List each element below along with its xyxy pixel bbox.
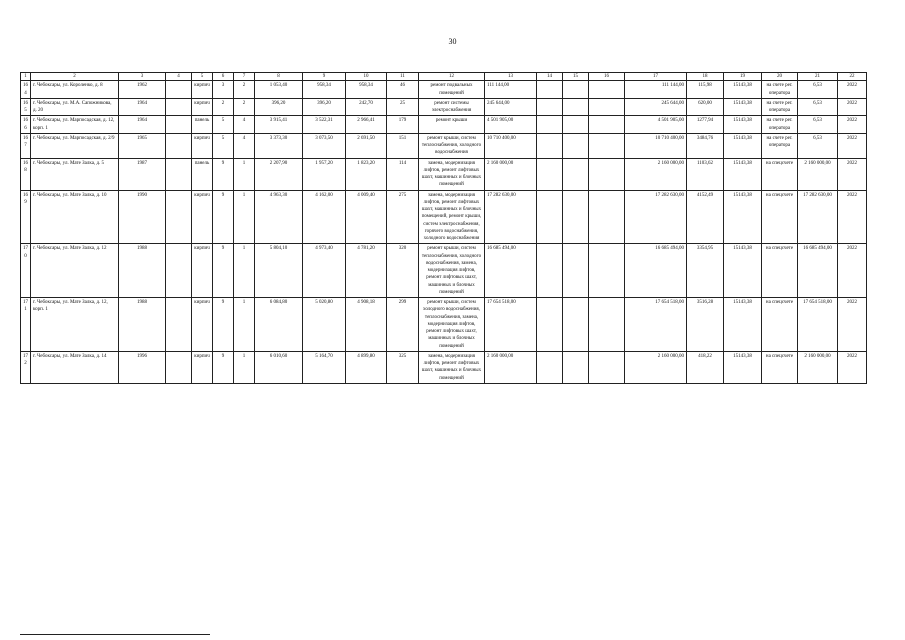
column-number-header: 15 xyxy=(563,73,589,81)
empty-cell xyxy=(563,81,589,99)
row-number: 170 xyxy=(21,244,31,298)
empty-cell xyxy=(537,190,563,244)
empty-cell xyxy=(166,298,192,352)
repair-cost-cell: 17 282 630,00 xyxy=(485,190,537,244)
specific-cost-cell: 1103,62 xyxy=(687,158,724,190)
entrances-cell: 1 xyxy=(234,298,255,352)
row-number: 166 xyxy=(21,116,31,134)
entrances-cell: 1 xyxy=(234,244,255,298)
empty-cell xyxy=(563,116,589,134)
column-number-header: 12 xyxy=(419,73,485,81)
total-cost-cell: 111 144,00 xyxy=(625,81,687,99)
column-number-header: 4 xyxy=(166,73,192,81)
empty-cell xyxy=(563,190,589,244)
total-cost-cell: 17 654 518,00 xyxy=(625,298,687,352)
row-number: 169 xyxy=(21,190,31,244)
funding-method-cell: на спецсчете xyxy=(762,190,798,244)
empty-cell xyxy=(166,351,192,383)
living-area-cell: 958,34 xyxy=(303,81,346,99)
funding-method-cell: на спецсчете xyxy=(762,298,798,352)
empty-cell xyxy=(166,116,192,134)
empty-cell xyxy=(563,133,589,158)
total-area-cell: 1 053,40 xyxy=(255,81,303,99)
address-cell: г. Чебоксары, ул. М.А. Сапожникова, д. 20 xyxy=(31,98,119,116)
year-built-cell: 1988 xyxy=(119,244,166,298)
page-number: 30 xyxy=(448,37,457,46)
year-built-cell: 1990 xyxy=(119,190,166,244)
residential-area-cell: 4 899,80 xyxy=(346,351,387,383)
residents-cell: 299 xyxy=(387,298,419,352)
column-number-header: 19 xyxy=(724,73,762,81)
wall-material-cell: панель xyxy=(192,116,213,134)
total-area-cell: 6 010,60 xyxy=(255,351,303,383)
empty-cell xyxy=(537,133,563,158)
empty-cell xyxy=(537,81,563,99)
wall-material-cell: кирпич xyxy=(192,351,213,383)
empty-cell xyxy=(563,351,589,383)
max-cost-cell: 15143,38 xyxy=(724,190,762,244)
repair-works-cell: ремонт крыши, систем теплоснабжения, холодного водоснабжения xyxy=(419,133,485,158)
empty-cell xyxy=(589,351,625,383)
year-built-cell: 1965 xyxy=(119,133,166,158)
empty-cell xyxy=(537,98,563,116)
table-body xyxy=(21,81,867,384)
empty-cell xyxy=(563,244,589,298)
floors-cell: 5 xyxy=(213,133,234,158)
funding-method-cell: на спецсчете xyxy=(762,158,798,190)
wall-material-cell: кирпич xyxy=(192,190,213,244)
column-number-header: 13 xyxy=(485,73,537,81)
residential-area-cell: 2 966,41 xyxy=(346,116,387,134)
total-cost-cell: 16 685 494,00 xyxy=(625,244,687,298)
table-row xyxy=(21,158,867,190)
column-number-header: 16 xyxy=(589,73,625,81)
empty-cell xyxy=(537,158,563,190)
year-built-cell: 1964 xyxy=(119,98,166,116)
address-cell: г. Чебоксары, ул. Мате Залка, д. 14 xyxy=(31,351,119,383)
total-cost-cell: 10 710 400,00 xyxy=(625,133,687,158)
residents-cell: 320 xyxy=(387,244,419,298)
max-cost-cell: 15143,38 xyxy=(724,116,762,134)
column-number-header: 6 xyxy=(213,73,234,81)
wall-material-cell: кирпич xyxy=(192,133,213,158)
living-area-cell: 5 020,80 xyxy=(303,298,346,352)
empty-cell xyxy=(537,351,563,383)
empty-cell xyxy=(166,98,192,116)
total-cost-cell: 2 160 000,00 xyxy=(625,158,687,190)
specific-cost-cell: 418,22 xyxy=(687,351,724,383)
residential-area-cell: 1 823,20 xyxy=(346,158,387,190)
funding-value-cell: 2 160 000,00 xyxy=(798,158,838,190)
empty-cell xyxy=(589,158,625,190)
specific-cost-cell: 1277,94 xyxy=(687,116,724,134)
address-cell: г. Чебоксары, ул. Мате Залка, д. 5 xyxy=(31,158,119,190)
specific-cost-cell: 3354,95 xyxy=(687,244,724,298)
funding-method-cell: на счете рег. оператора xyxy=(762,81,798,99)
floors-cell: 9 xyxy=(213,190,234,244)
repair-works-cell: ремонт крыши, систем холодного водоснабжения, теплоснабжения, замена, модернизация лифтов, ремонт лифтовых шахт, машинных и блочных помещений xyxy=(419,298,485,352)
total-cost-cell: 245 644,00 xyxy=(625,98,687,116)
table-row xyxy=(21,81,867,99)
funding-value-cell: 2 160 000,00 xyxy=(798,351,838,383)
repair-cost-cell: 4 501 905,00 xyxy=(485,116,537,134)
planned-year-cell: 2022 xyxy=(838,244,867,298)
empty-cell xyxy=(166,133,192,158)
repair-cost-cell: 2 160 000,00 xyxy=(485,158,537,190)
column-number-header: 20 xyxy=(762,73,798,81)
column-number-header: 17 xyxy=(625,73,687,81)
column-number-header: 14 xyxy=(537,73,563,81)
total-area-cell: 396,20 xyxy=(255,98,303,116)
empty-cell xyxy=(537,116,563,134)
planned-year-cell: 2022 xyxy=(838,298,867,352)
residential-area-cell: 4 908,18 xyxy=(346,298,387,352)
max-cost-cell: 15143,38 xyxy=(724,133,762,158)
funding-method-cell: на счете рег. оператора xyxy=(762,133,798,158)
year-built-cell: 1988 xyxy=(119,298,166,352)
empty-cell xyxy=(537,298,563,352)
living-area-cell: 3 073,50 xyxy=(303,133,346,158)
table-row xyxy=(21,244,867,298)
total-area-cell: 4 963,30 xyxy=(255,190,303,244)
column-number-header: 3 xyxy=(119,73,166,81)
repair-works-cell: ремонт крыши, систем теплоснабжения, холодного водоснабжения, замена, модернизация лифтов, ремонт лифтовых шахт, машинных и блочных помещений xyxy=(419,244,485,298)
max-cost-cell: 15143,38 xyxy=(724,98,762,116)
funding-method-cell: на спецсчете xyxy=(762,244,798,298)
planned-year-cell: 2022 xyxy=(838,190,867,244)
repair-program-table xyxy=(20,72,867,384)
column-number-header: 8 xyxy=(255,73,303,81)
residential-area-cell: 2 691,50 xyxy=(346,133,387,158)
row-number: 164 xyxy=(21,81,31,99)
specific-cost-cell: 4152,49 xyxy=(687,190,724,244)
column-number-header: 10 xyxy=(346,73,387,81)
repair-works-cell: замена, модернизация лифтов, ремонт лифтовых шахт, машинных и блочных помещений, ремонт крыши, систем электроснабжения, горячего водоснабжения, холодного водоснабжения xyxy=(419,190,485,244)
column-number-header: 18 xyxy=(687,73,724,81)
repair-works-cell: ремонт крыши xyxy=(419,116,485,134)
address-cell: г. Чебоксары, ул. Короленко, д. 8 xyxy=(31,81,119,99)
planned-year-cell: 2022 xyxy=(838,116,867,134)
funding-value-cell: 17 282 630,00 xyxy=(798,190,838,244)
row-number: 168 xyxy=(21,158,31,190)
floors-cell: 9 xyxy=(213,298,234,352)
floors-cell: 9 xyxy=(213,351,234,383)
living-area-cell: 396,20 xyxy=(303,98,346,116)
entrances-cell: 2 xyxy=(234,98,255,116)
floors-cell: 2 xyxy=(213,98,234,116)
residents-cell: 114 xyxy=(387,158,419,190)
floors-cell: 9 xyxy=(213,244,234,298)
column-number-header: 11 xyxy=(387,73,419,81)
empty-cell xyxy=(166,244,192,298)
wall-material-cell: кирпич xyxy=(192,98,213,116)
max-cost-cell: 15143,38 xyxy=(724,81,762,99)
wall-material-cell: панель xyxy=(192,158,213,190)
funding-value-cell: 6,53 xyxy=(798,116,838,134)
residents-cell: 325 xyxy=(387,351,419,383)
living-area-cell: 4 162,00 xyxy=(303,190,346,244)
living-area-cell: 5 164,70 xyxy=(303,351,346,383)
residential-area-cell: 242,70 xyxy=(346,98,387,116)
specific-cost-cell: 620,00 xyxy=(687,98,724,116)
planned-year-cell: 2022 xyxy=(838,133,867,158)
empty-cell xyxy=(589,133,625,158)
address-cell: г. Чебоксары, ул. Мате Залка, д. 12 xyxy=(31,244,119,298)
empty-cell xyxy=(563,158,589,190)
repair-works-cell: замена, модернизация лифтов, ремонт лифтовых шахт, машинных и блочных помещений xyxy=(419,158,485,190)
living-area-cell: 4 973,40 xyxy=(303,244,346,298)
total-area-cell: 6 084,80 xyxy=(255,298,303,352)
total-area-cell: 3 373,30 xyxy=(255,133,303,158)
entrances-cell: 1 xyxy=(234,158,255,190)
floors-cell: 3 xyxy=(213,81,234,99)
column-number-row xyxy=(21,73,867,81)
funding-method-cell: на спецсчете xyxy=(762,351,798,383)
wall-material-cell: кирпич xyxy=(192,81,213,99)
row-number: 165 xyxy=(21,98,31,116)
planned-year-cell: 2022 xyxy=(838,81,867,99)
table-row xyxy=(21,190,867,244)
funding-value-cell: 6,53 xyxy=(798,133,838,158)
residents-cell: 151 xyxy=(387,133,419,158)
address-cell: г. Чебоксары, ул. Мате Залка, д. 10 xyxy=(31,190,119,244)
empty-cell xyxy=(563,98,589,116)
year-built-cell: 1996 xyxy=(119,351,166,383)
empty-cell xyxy=(563,298,589,352)
year-built-cell: 1987 xyxy=(119,158,166,190)
empty-cell xyxy=(589,116,625,134)
footer-divider xyxy=(20,634,210,635)
max-cost-cell: 15143,38 xyxy=(724,158,762,190)
funding-method-cell: на счете рег. оператора xyxy=(762,116,798,134)
residents-cell: 275 xyxy=(387,190,419,244)
funding-method-cell: на счете рег. оператора xyxy=(762,98,798,116)
repair-cost-cell: 16 685 494,00 xyxy=(485,244,537,298)
entrances-cell: 4 xyxy=(234,133,255,158)
planned-year-cell: 2022 xyxy=(838,158,867,190)
repair-cost-cell: 245 644,00 xyxy=(485,98,537,116)
address-cell: г. Чебоксары, ул. Марпосадская, д. 2/9 xyxy=(31,133,119,158)
residents-cell: 179 xyxy=(387,116,419,134)
residents-cell: 25 xyxy=(387,98,419,116)
table-row xyxy=(21,133,867,158)
column-number-header: 21 xyxy=(798,73,838,81)
empty-cell xyxy=(589,298,625,352)
column-number-header: 5 xyxy=(192,73,213,81)
empty-cell xyxy=(589,81,625,99)
entrances-cell: 1 xyxy=(234,351,255,383)
wall-material-cell: кирпич xyxy=(192,298,213,352)
max-cost-cell: 15143,38 xyxy=(724,351,762,383)
max-cost-cell: 15143,38 xyxy=(724,298,762,352)
total-area-cell: 2 207,90 xyxy=(255,158,303,190)
living-area-cell: 3 522,31 xyxy=(303,116,346,134)
column-number-header: 7 xyxy=(234,73,255,81)
table-row xyxy=(21,351,867,383)
floors-cell: 5 xyxy=(213,116,234,134)
empty-cell xyxy=(537,244,563,298)
column-number-header: 9 xyxy=(303,73,346,81)
residential-area-cell: 4 781,20 xyxy=(346,244,387,298)
table-row xyxy=(21,116,867,134)
entrances-cell: 2 xyxy=(234,81,255,99)
repair-cost-cell: 2 160 000,00 xyxy=(485,351,537,383)
repair-works-cell: замена, модернизация лифтов, ремонт лифтовых шахт, машинных и блочных помещений xyxy=(419,351,485,383)
row-number: 172 xyxy=(21,351,31,383)
repair-works-cell: ремонт системы электроснабжения xyxy=(419,98,485,116)
entrances-cell: 1 xyxy=(234,190,255,244)
floors-cell: 9 xyxy=(213,158,234,190)
residential-area-cell: 4 009,40 xyxy=(346,190,387,244)
specific-cost-cell: 3516,28 xyxy=(687,298,724,352)
empty-cell xyxy=(166,158,192,190)
planned-year-cell: 2022 xyxy=(838,351,867,383)
planned-year-cell: 2022 xyxy=(838,98,867,116)
empty-cell xyxy=(589,244,625,298)
funding-value-cell: 16 685 494,00 xyxy=(798,244,838,298)
year-built-cell: 1964 xyxy=(119,116,166,134)
total-area-cell: 3 915,41 xyxy=(255,116,303,134)
column-number-header: 1 xyxy=(21,73,31,81)
total-cost-cell: 4 501 905,00 xyxy=(625,116,687,134)
funding-value-cell: 6,53 xyxy=(798,98,838,116)
total-area-cell: 5 804,10 xyxy=(255,244,303,298)
column-number-header: 2 xyxy=(31,73,119,81)
total-cost-cell: 2 160 000,00 xyxy=(625,351,687,383)
entrances-cell: 4 xyxy=(234,116,255,134)
address-cell: г. Чебоксары, ул. Марпосадская, д. 12, корп. 1 xyxy=(31,116,119,134)
living-area-cell: 1 957,20 xyxy=(303,158,346,190)
table-row xyxy=(21,298,867,352)
residential-area-cell: 958,34 xyxy=(346,81,387,99)
empty-cell xyxy=(166,81,192,99)
max-cost-cell: 15143,38 xyxy=(724,244,762,298)
repair-works-cell: ремонт подвальных помещений xyxy=(419,81,485,99)
row-number: 167 xyxy=(21,133,31,158)
address-cell: г. Чебоксары, ул. Мате Залка, д. 12, корп. 1 xyxy=(31,298,119,352)
table-row xyxy=(21,98,867,116)
repair-cost-cell: 111 144,00 xyxy=(485,81,537,99)
repair-cost-cell: 17 654 518,00 xyxy=(485,298,537,352)
year-built-cell: 1962 xyxy=(119,81,166,99)
specific-cost-cell: 115,98 xyxy=(687,81,724,99)
row-number: 171 xyxy=(21,298,31,352)
funding-value-cell: 6,53 xyxy=(798,81,838,99)
total-cost-cell: 17 282 630,00 xyxy=(625,190,687,244)
funding-value-cell: 17 654 518,00 xyxy=(798,298,838,352)
residents-cell: 46 xyxy=(387,81,419,99)
specific-cost-cell: 3484,76 xyxy=(687,133,724,158)
empty-cell xyxy=(589,98,625,116)
repair-cost-cell: 10 710 400,00 xyxy=(485,133,537,158)
empty-cell xyxy=(589,190,625,244)
column-number-header: 22 xyxy=(838,73,867,81)
empty-cell xyxy=(166,190,192,244)
wall-material-cell: кирпич xyxy=(192,244,213,298)
